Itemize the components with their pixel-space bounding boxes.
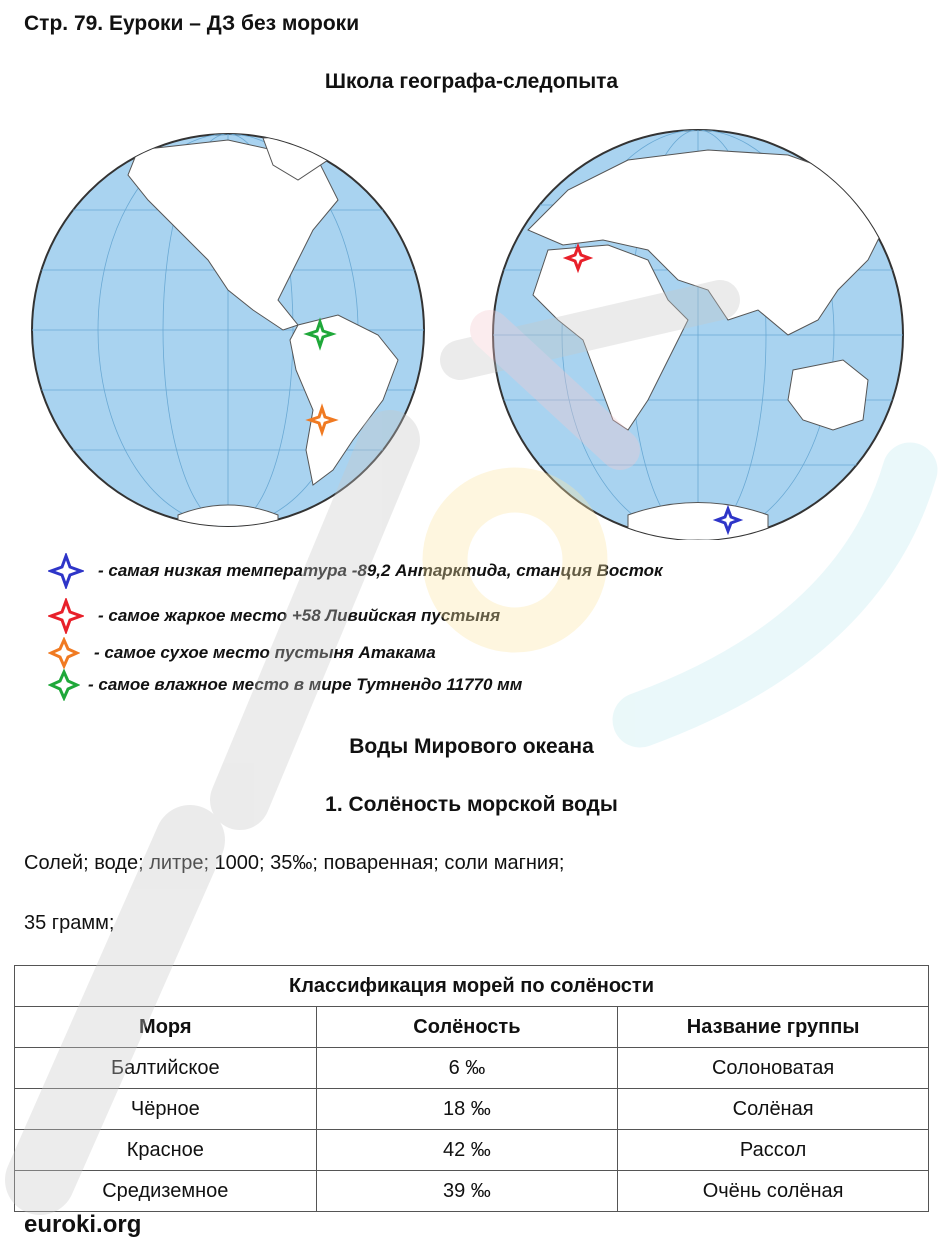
column-header-seas: Моря [15,1007,317,1048]
western-hemisphere-map [32,134,424,530]
table-row [15,1171,929,1212]
red-star-icon [48,598,84,634]
eastern-hemisphere-map [493,130,903,540]
blue-star-icon [48,553,84,589]
table-cell: Средиземное [15,1171,317,1212]
section-title-salinity: 1. Солёность морской воды [325,793,618,816]
legend-text-driest: - самое сухое место пустыня Атакама [94,643,436,662]
table-row [15,1089,929,1130]
table-caption: Классификация морей по солёности [15,966,929,1007]
table-header-row [15,1007,929,1048]
page-header: Стр. 79. Еуроки – ДЗ без мороки [24,12,360,35]
legend-item-coldest [48,553,663,589]
table-cell: Солёная [618,1089,929,1130]
table-cell: Рассол [618,1130,929,1171]
section-title-geographer: Школа географа-следопыта [324,70,619,93]
hemisphere-maps [28,120,918,540]
orange-star-icon [48,637,80,669]
legend-item-driest [48,637,436,669]
column-header-salinity: Солёность [316,1007,618,1048]
table-cell: Балтийское [15,1048,317,1089]
legend-item-hottest [48,598,500,634]
table-cell: Чёрное [15,1089,317,1130]
table-cell: Очёнь солёная [618,1171,929,1212]
legend-text-coldest: - самая низкая температура -89,2 Антарктида, станция Восток [98,561,663,580]
table-cell: 18 ‰ [316,1089,618,1130]
answer-line-2: 35 грамм; [24,912,115,934]
table-cell: 6 ‰ [316,1048,618,1089]
legend-item-wettest [48,669,522,701]
table-cell: Солоноватая [618,1048,929,1089]
legend-text-hottest: - самое жаркое место +58 Ливийская пустыня [98,606,501,625]
column-header-group: Название группы [618,1007,929,1048]
section-title-ocean-waters: Воды Мирового океана [349,735,594,758]
table-cell: 39 ‰ [316,1171,618,1212]
footer-site-name: euroki.org [24,1211,142,1238]
legend-text-wettest: - самое влажное место в мире Тутнендо 11770 мм [88,675,523,694]
green-star-icon [48,669,80,701]
table-cell: Красное [15,1130,317,1171]
answer-line-1: Солей; воде; литре; 1000; 35‰; поваренная; соли магния; [24,852,565,874]
table-row [15,1130,929,1171]
salinity-table [14,965,929,1212]
table-row [15,1048,929,1089]
table-cell: 42 ‰ [316,1130,618,1171]
